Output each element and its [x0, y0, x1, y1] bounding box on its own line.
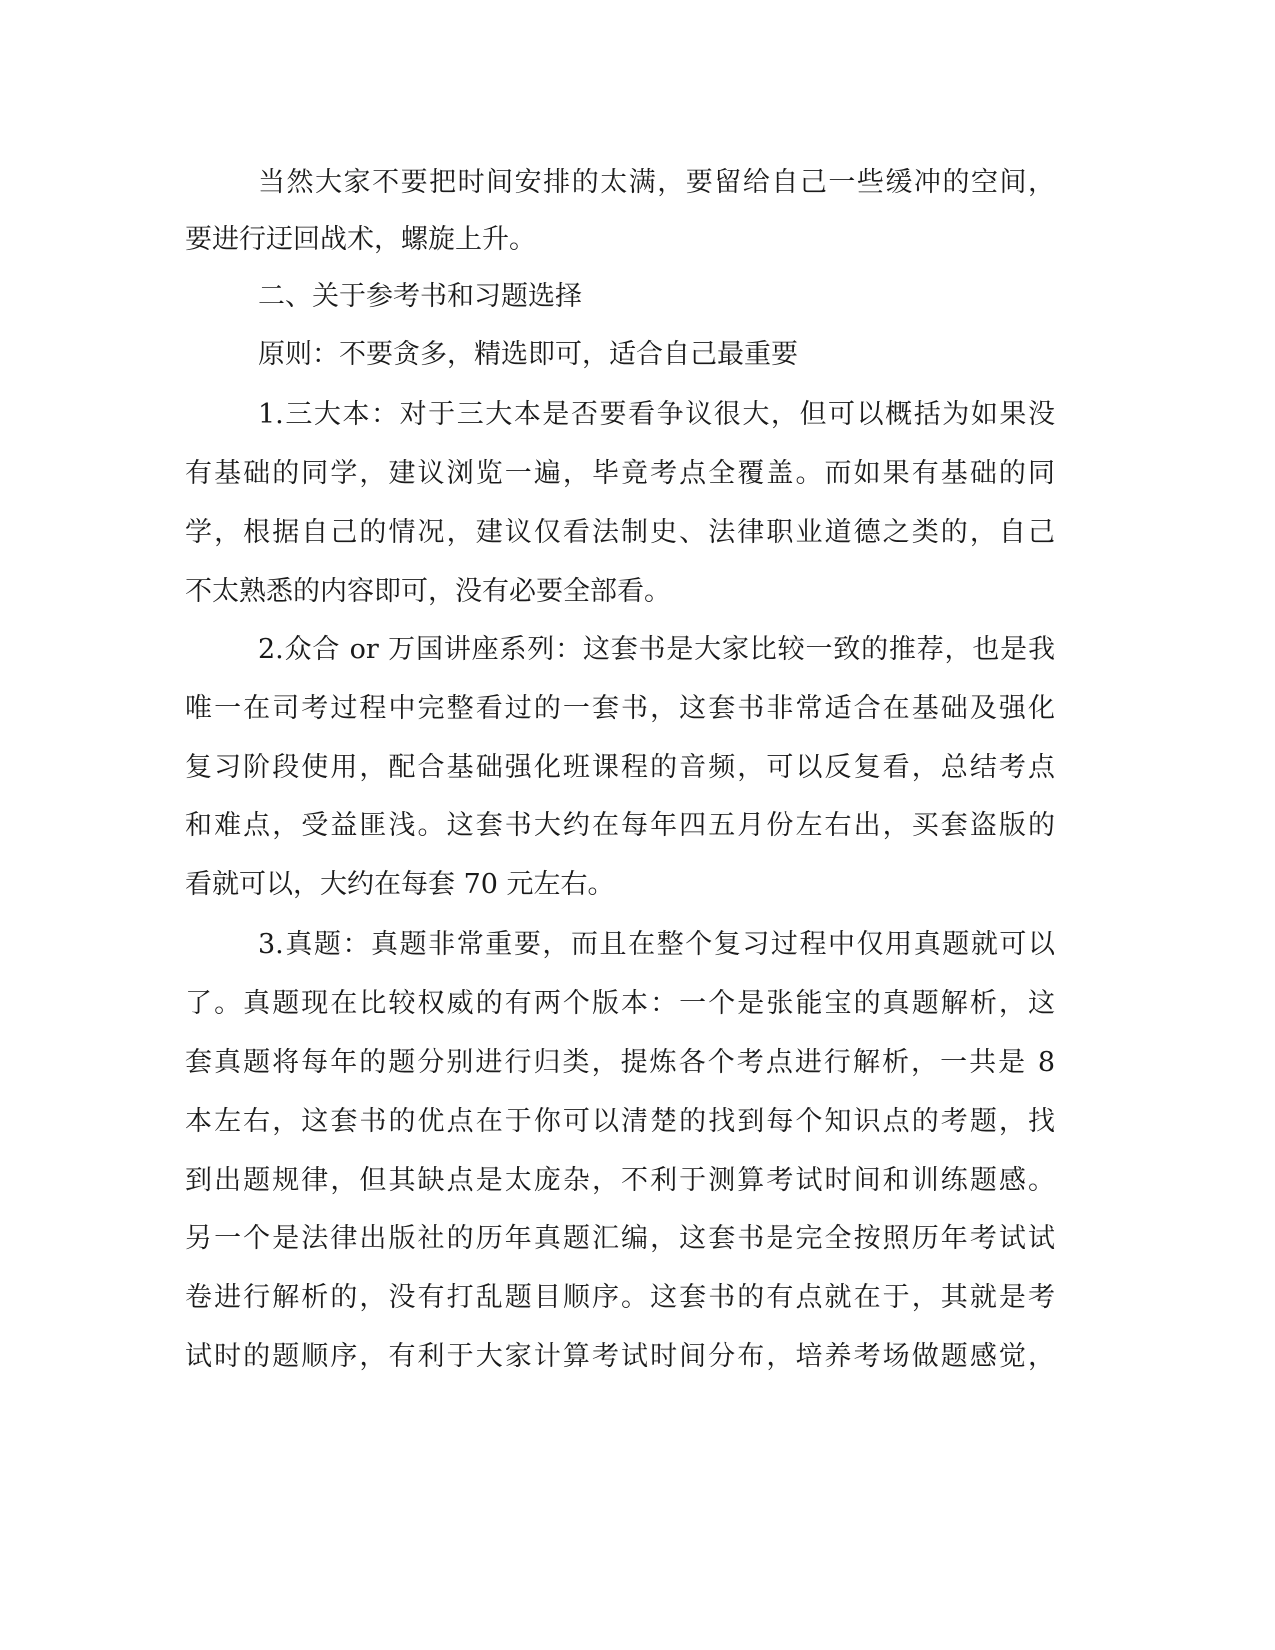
principle-line: 原则：不要贪多，精选即可，适合自己最重要	[258, 339, 798, 370]
item-2-line-5: 看就可以，大约在每套 70 元左右。	[185, 869, 615, 900]
item-3-line-6: 另一个是法律出版社的历年真题汇编，这套书是完全按照历年考试试	[185, 1223, 1055, 1254]
item-3-line-8: 试时的题顺序，有利于大家计算考试时间分布，培养考场做题感觉，	[185, 1341, 1055, 1372]
item-2-line-3: 复习阶段使用，配合基础强化班课程的音频，可以反复看，总结考点	[185, 752, 1055, 783]
paragraph-time-planning-line-2: 要进行迂回战术，螺旋上升。	[185, 224, 536, 255]
item-3-line-7: 卷进行解析的，没有打乱题目顺序。这套书的有点就在于，其就是考	[185, 1282, 1055, 1313]
item-2-line-2: 唯一在司考过程中完整看过的一套书，这套书非常适合在基础及强化	[185, 693, 1055, 724]
item-3-line-5: 到出题规律，但其缺点是太庞杂，不利于测算考试时间和训练题感。	[185, 1165, 1055, 1196]
item-3-line-4: 本左右，这套书的优点在于你可以清楚的找到每个知识点的考题，找	[185, 1106, 1055, 1137]
item-1-line-2: 有基础的同学，建议浏览一遍，毕竟考点全覆盖。而如果有基础的同	[185, 458, 1055, 489]
item-2-line-1: 2.众合 or 万国讲座系列：这套书是大家比较一致的推荐，也是我	[258, 634, 1055, 665]
paragraph-time-planning-line-1: 当然大家不要把时间安排的太满，要留给自己一些缓冲的空间，	[258, 167, 1055, 198]
item-2-line-4: 和难点，受益匪浅。这套书大约在每年四五月份左右出，买套盗版的	[185, 810, 1055, 841]
item-3-line-2: 了。真题现在比较权威的有两个版本：一个是张能宝的真题解析，这	[185, 988, 1055, 1019]
item-3-line-1: 3.真题：真题非常重要，而且在整个复习过程中仅用真题就可以	[258, 929, 1055, 960]
item-1-line-3: 学，根据自己的情况，建议仅看法制史、法律职业道德之类的，自己	[185, 517, 1055, 548]
item-1-line-4: 不太熟悉的内容即可，没有必要全部看。	[185, 576, 671, 607]
item-1-line-1: 1.三大本：对于三大本是否要看争议很大，但可以概括为如果没	[258, 399, 1055, 430]
item-3-line-3: 套真题将每年的题分别进行归类，提炼各个考点进行解析，一共是 8	[185, 1047, 1055, 1078]
section-heading-reference-books: 二、关于参考书和习题选择	[258, 281, 582, 312]
